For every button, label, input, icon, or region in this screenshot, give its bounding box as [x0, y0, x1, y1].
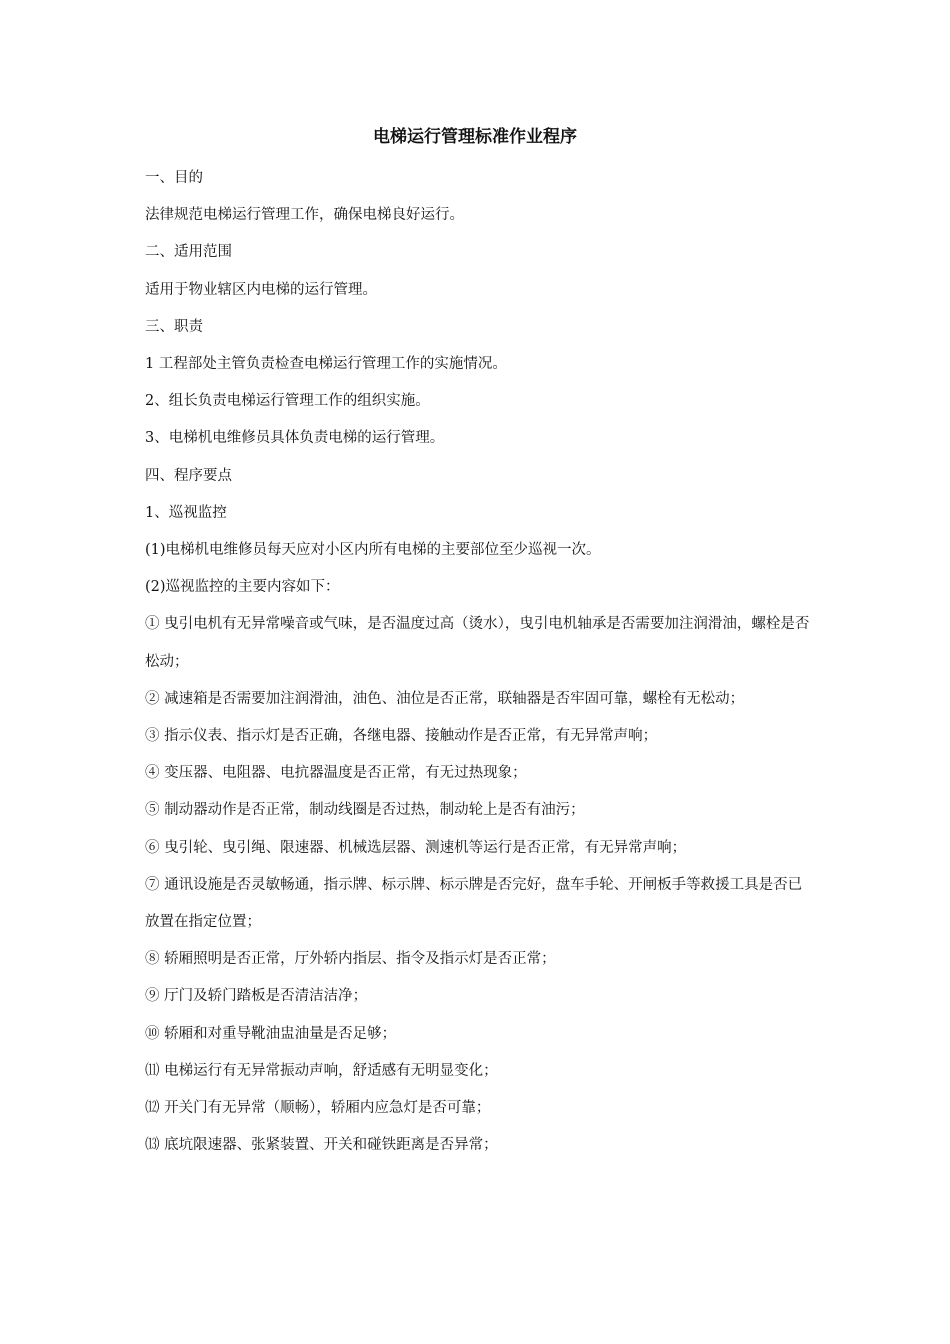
- paragraph: (1)电梯机电维修员每天应对小区内所有电梯的主要部位至少巡视一次。: [145, 542, 601, 559]
- section-heading-purpose: 一、目的: [145, 170, 203, 186]
- list-item: ⑤ 制动器动作是否正常，制动线圈是否过热，制动轮上是否有油污；: [145, 802, 585, 819]
- paragraph: (2)巡视监控的主要内容如下：: [145, 579, 340, 596]
- paragraph: 2、组长负责电梯运行管理工作的组织实施。: [145, 393, 430, 410]
- list-item: ② 减速箱是否需要加注润滑油，油色、油位是否正常，联轴器是否牢固可靠，螺栓有无松动；: [145, 690, 745, 707]
- paragraph: 3、电梯机电维修员具体负责电梯的运行管理。: [145, 430, 445, 447]
- list-item: ⑨ 厅门及轿门踏板是否清洁洁净；: [145, 988, 368, 1005]
- list-item: ⑥ 曳引轮、曳引绳、限速器、机械选层器、测速机等运行是否正常，有无异常声响；: [145, 839, 687, 856]
- paragraph: 适用于物业辖区内电梯的运行管理。: [145, 281, 377, 298]
- section-heading-duties: 三、职责: [145, 318, 203, 335]
- list-item: ⑾ 电梯运行有无异常振动声响，舒适感有无明显变化；: [145, 1062, 498, 1079]
- section-heading-procedure: 四、程序要点: [145, 467, 232, 484]
- paragraph: 1 工程部处主管负责检查电梯运行管理工作的实施情况。: [145, 356, 507, 373]
- list-item: ① 曳引电机有无异常噪音或气味，是否温度过高（烫水），曳引电机轴承是否需要加注润滑油，螺栓是否松动；: [145, 616, 810, 670]
- paragraph: 法律规范电梯运行管理工作，确保电梯良好运行。: [145, 207, 464, 224]
- document-body: [145, 160, 810, 1164]
- list-item: ⑦ 通讯设施是否灵敏畅通，指示牌、标示牌、标示牌是否完好，盘车手轮、开闸板手等救援工具是否已放置在指定位置；: [145, 876, 803, 931]
- list-item: ⑧ 轿厢照明是否正常，厅外轿内指层、指令及指示灯是否正常；: [145, 951, 556, 968]
- subsection-heading: 1、巡视监控: [145, 504, 227, 521]
- list-item: ⒀ 底坑限速器、张紧装置、开关和碰铁距离是否异常；: [145, 1137, 498, 1154]
- list-item: ⑩ 轿厢和对重导靴油盅油量是否足够；: [145, 1025, 397, 1042]
- document-title: 电梯运行管理标准作业程序: [373, 127, 577, 147]
- list-item: ④ 变压器、电阻器、电抗器温度是否正常，有无过热现象；: [145, 765, 527, 782]
- section-heading-scope: 二、适用范围: [145, 244, 232, 261]
- list-item: ③ 指示仪表、指示灯是否正确，各继电器、接触动作是否正常，有无异常声响；: [145, 728, 658, 745]
- list-item: ⑿ 开关门有无异常（顺畅），轿厢内应急灯是否可靠；: [145, 1100, 491, 1117]
